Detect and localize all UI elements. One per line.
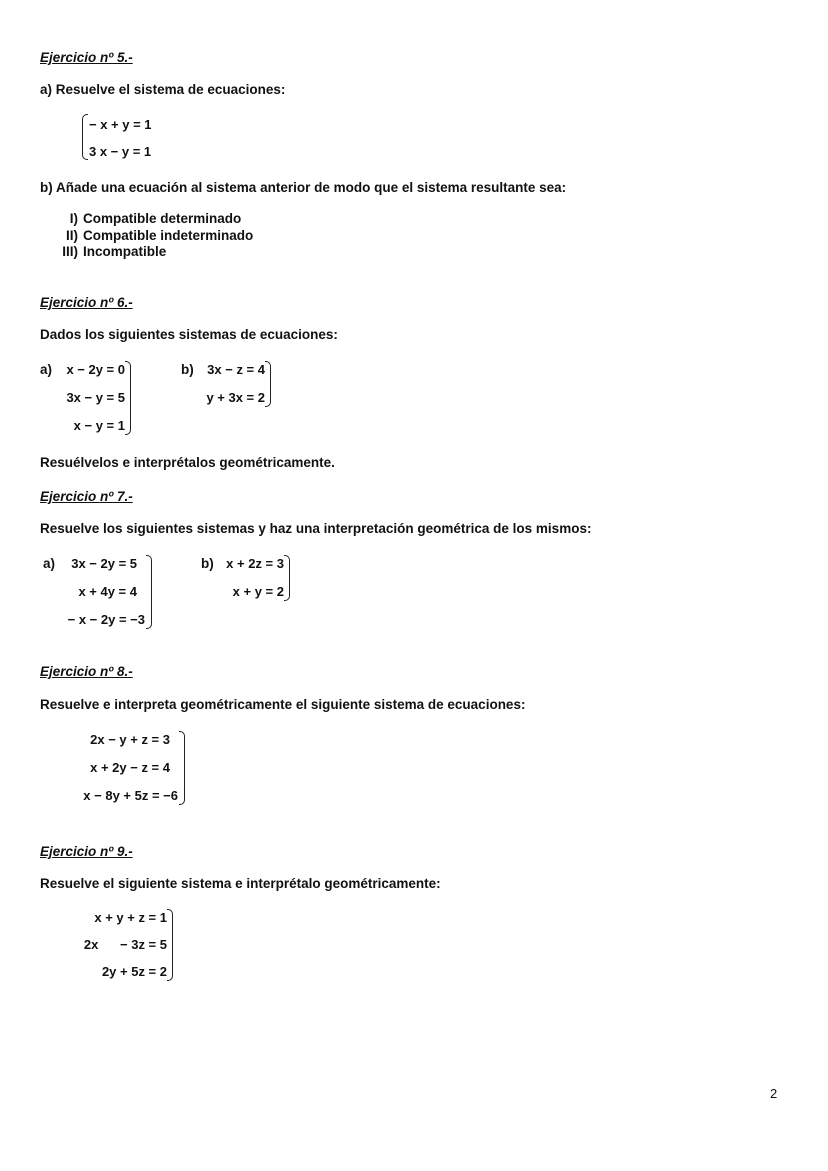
equation: x + y + z = 1 <box>94 910 167 925</box>
system-b-label: b) <box>181 362 194 377</box>
equation: x − 8y + 5z = −6 <box>83 788 178 803</box>
option-number: III) <box>62 244 78 259</box>
right-brace <box>284 555 290 601</box>
page-number: 2 <box>770 1086 778 1101</box>
option-text: Compatible indeterminado <box>83 228 254 243</box>
equation: x + y = 2 <box>232 584 284 599</box>
equation: x − 2y = 0 <box>66 362 125 377</box>
equation: − x + y = 1 <box>89 117 152 132</box>
equation: 3x − z = 4 <box>207 362 265 377</box>
equation: y + 3x = 2 <box>206 390 265 405</box>
right-brace <box>179 731 185 805</box>
right-brace <box>146 555 152 629</box>
equation: x − y = 1 <box>73 418 125 433</box>
system-b-label: b) <box>201 556 214 571</box>
exercise-5-part-a: a) Resuelve el sistema de ecuaciones: <box>40 82 286 97</box>
exercise-8-intro: Resuelve e interpreta geométricamente el siguiente sistema de ecuaciones: <box>40 697 526 712</box>
equation: 3x − 2y = 5 <box>71 556 137 571</box>
exercise-9-intro: Resuelve el siguiente sistema e interprétalo geométricamente: <box>40 876 441 891</box>
equation: 2y + 5z = 2 <box>101 964 167 979</box>
right-brace <box>265 361 271 407</box>
option-text: Compatible determinado <box>83 211 242 226</box>
right-brace <box>125 361 131 435</box>
equation: x + 2y − z = 4 <box>90 760 170 775</box>
system-a-label: a) <box>40 362 53 377</box>
exercise-7-intro: Resuelve los siguientes sistemas y haz una interpretación geométrica de los mismos: <box>40 521 592 536</box>
right-brace <box>167 909 173 981</box>
exercise-6-outro: Resuélvelos e interprétalos geométricamente. <box>40 455 335 470</box>
equation: 3x − y = 5 <box>66 390 125 405</box>
equation: x + 4y = 4 <box>78 584 137 599</box>
exercise-9-system <box>70 910 167 979</box>
option-text: Incompatible <box>83 244 167 259</box>
equation: − x − 2y = −3 <box>67 612 145 627</box>
exercise-7-title: Ejercicio nº 7.- <box>40 489 133 504</box>
left-brace <box>82 114 88 160</box>
exercise-9-title: Ejercicio nº 9.- <box>40 844 133 859</box>
equation: 3 x − y = 1 <box>89 144 152 159</box>
equation: 2x − 3z = 5 <box>83 937 167 952</box>
equation: 2x − y + z = 3 <box>90 732 170 747</box>
exercise-8-title: Ejercicio nº 8.- <box>40 664 133 679</box>
system-a-label: a) <box>43 556 56 571</box>
exercise-6-intro: Dados los siguientes sistemas de ecuaciones: <box>40 327 338 342</box>
option-number: I) <box>69 211 78 226</box>
exercise-6-title: Ejercicio nº 6.- <box>40 295 133 310</box>
exercise-5-title: Ejercicio nº 5.- <box>40 50 133 65</box>
exercise-5-part-b: b) Añade una ecuación al sistema anterior de modo que el sistema resultante sea: <box>40 180 567 195</box>
equation: x + 2z = 3 <box>226 556 284 571</box>
option-number: II) <box>66 228 78 243</box>
